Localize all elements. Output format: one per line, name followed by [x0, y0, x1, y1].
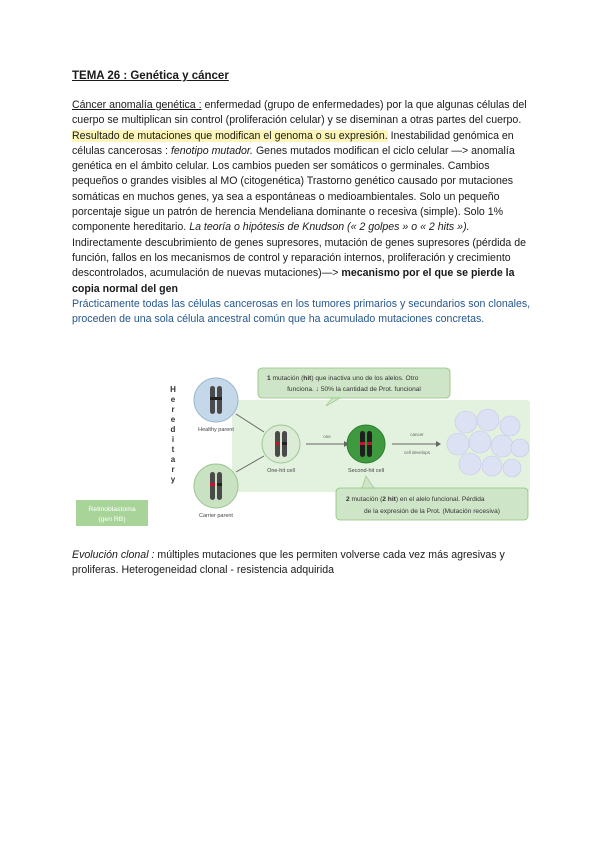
cancer-clone-cluster — [447, 409, 529, 477]
text-segment: Genes mutados modifican el ciclo celular —> anomalía genética en el ámbito celular. Los cambios pueden ser somáticos o germinales. Cambios pequeños o grandes visibles al MO (citogenética) Trastorno genético causado por mutaciones somáticas en muchos genes, ya sea a espontáneas o medioambientales. Solo un pequeño porcentaje sigue un patrón de herencia Mendeliana dominante o recesiva (simple). Solo 1% componente hereditario. — [72, 144, 515, 234]
letter: d — [170, 425, 176, 434]
letter: e — [170, 395, 176, 404]
highlighted-text: Resultado de mutaciones que modifican el genoma o su expresión. — [72, 129, 388, 142]
second-hit-line2: de la expresión de la Prot. (Mutación recesiva) — [364, 508, 500, 515]
text-segment: enfermedad (grupo de enfermedades) por la que algunas células del cuerpo se multiplican sin control (proliferación celular) y se diseminan a otras partes del cuerpo. — [72, 99, 527, 127]
first-hit-line2: funciona. ↓ 50% la cantidad de Prot. funcional — [287, 386, 421, 393]
carrier-parent-cell — [194, 464, 238, 519]
first-hit-number: 1 — [267, 375, 271, 382]
gene-rb-label: (gen RB) — [98, 516, 126, 523]
text-segment: múltiples mutaciones que les permiten volverse cada vez más agresivas y proliferas. Heterogeneidad clonal - resistencia adquirida — [72, 549, 505, 577]
arrow-label-develops: cell develops — [403, 450, 431, 455]
term-cancer: Cáncer anomalía genética : — [72, 99, 202, 111]
healthy-parent-label: Healthy parent — [198, 427, 234, 433]
retinoblastoma-label: Retinoblastoma — [88, 506, 136, 513]
first-hit-line1 — [267, 375, 419, 382]
second-hit-label: Second-hit cell — [347, 468, 385, 474]
arrow-label-cancer: cancer — [410, 432, 424, 437]
carrier-parent-label: Carrier parent — [199, 513, 233, 519]
italic-term: fenotipo mutador. — [170, 144, 253, 157]
letter: a — [170, 455, 176, 464]
second-hit-line1 — [346, 496, 485, 503]
letter: r — [171, 405, 175, 414]
healthy-parent-cell — [194, 378, 238, 433]
arrow-label-one: one — [323, 434, 331, 439]
hereditary-label — [170, 385, 176, 484]
two-hit-diagram — [74, 364, 530, 528]
one-hit-label: One-hit cell — [267, 468, 295, 474]
hit-word: 2 hit — [382, 496, 396, 503]
text-segment: Inestabilidad genómica en células cancerosas : — [72, 129, 514, 157]
clonal-evolution-paragraph — [72, 548, 534, 579]
main-paragraph — [72, 98, 534, 327]
blue-paragraph: Prácticamente todas las células cancerosas en los tumores primarios y secundarios son clonales, proceden de una sola célula ancestral común que ha acumulado mutaciones concretas. — [72, 297, 531, 326]
letter: y — [170, 475, 176, 484]
retinoblastoma-box — [76, 500, 148, 526]
text-segment: Indirectamente descubrimiento de genes supresores, mutación de genes supresores (pérdida de función, fallos en los mecanismos de control y reparación internos, proliferación y crecimiento descontrolados, acumulación de nuevas mutaciones)—> — [72, 236, 527, 280]
letter: r — [171, 465, 175, 474]
second-hit-number: 2 — [346, 496, 350, 503]
letter: t — [171, 445, 175, 454]
text-segment: mutación ( — [270, 375, 304, 382]
bold-conclusion: mecanismo por el que se pierde la copia normal del gen — [72, 267, 515, 295]
text-segment: ) en el alelo funcional. Pérdida — [395, 496, 485, 503]
letter: i — [171, 435, 175, 444]
text-segment: ) que inactiva uno de los alelos. Otro — [311, 375, 419, 382]
term-clonal-evolution: Evolución clonal : — [72, 549, 155, 561]
knudson-hypothesis: La teoría o hipótesis de Knudson (« 2 golpes » o « 2 hits »). — [189, 221, 470, 234]
hit-word: hit — [303, 375, 312, 382]
text-segment: mutación ( — [349, 496, 383, 503]
letter: e — [170, 415, 176, 424]
letter: H — [170, 385, 176, 394]
page-title: TEMA 26 : Genética y cáncer — [72, 70, 229, 82]
